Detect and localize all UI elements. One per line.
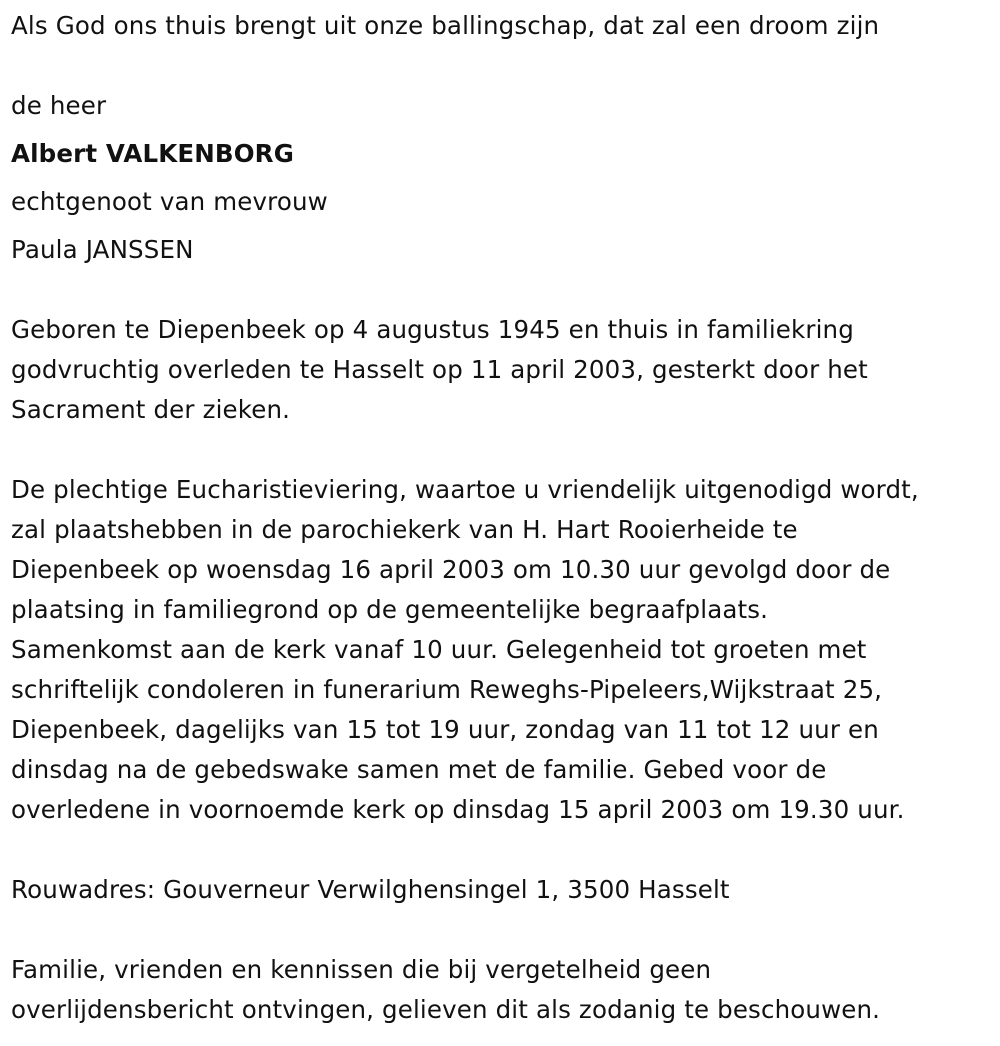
deceased-name: Albert VALKENBORG bbox=[11, 139, 294, 168]
text-line: Familie, vrienden en kennissen die bij vergetelheid geen bbox=[11, 955, 712, 984]
text-line: overlijdensbericht ontvingen, gelieven dit als zodanig te beschouwen. bbox=[11, 995, 881, 1024]
text-line: godvruchtig overleden te Hasselt op 11 april 2003, gesterkt door het bbox=[11, 355, 868, 384]
text-line: dinsdag na de gebedswake samen met de familie. Gebed voor de bbox=[11, 755, 827, 784]
text-line: overledene in voornoemde kerk op dinsdag 15 april 2003 om 19.30 uur. bbox=[11, 795, 905, 824]
text-line: Diepenbeek, dagelijks van 15 tot 19 uur, zondag van 11 tot 12 uur en bbox=[11, 715, 879, 744]
text-line: Diepenbeek op woensdag 16 april 2003 om 10.30 uur gevolgd door de bbox=[11, 555, 891, 584]
text-line: De plechtige Eucharistieviering, waartoe u vriendelijk uitgenodigd wordt, bbox=[11, 475, 919, 504]
birth-death-paragraph bbox=[11, 310, 996, 430]
text-line: Samenkomst aan de kerk vanaf 10 uur. Gelegenheid tot groeten met bbox=[11, 635, 867, 664]
title: de heer bbox=[11, 91, 107, 120]
text-line: zal plaatshebben in de parochiekerk van H. Hart Rooierheide te bbox=[11, 515, 798, 544]
ceremony-paragraph bbox=[11, 470, 996, 830]
relation: echtgenoot van mevrouw bbox=[11, 187, 328, 216]
text-line: Sacrament der zieken. bbox=[11, 395, 291, 424]
closing-paragraph bbox=[11, 950, 996, 1030]
text-line: schriftelijk condoleren in funerarium Reweghs-Pipeleers,Wijkstraat 25, bbox=[11, 675, 883, 704]
text-line: plaatsing in familiegrond op de gemeentelijke begraafplaats. bbox=[11, 595, 769, 624]
mourning-address: Rouwadres: Gouverneur Verwilghensingel 1, 3500 Hasselt bbox=[11, 875, 730, 904]
quote: Als God ons thuis brengt uit onze ballingschap, dat zal een droom zijn bbox=[11, 11, 880, 40]
text-line: Geboren te Diepenbeek op 4 augustus 1945 en thuis in familiekring bbox=[11, 315, 854, 344]
spouse-name: Paula JANSSEN bbox=[11, 235, 194, 264]
